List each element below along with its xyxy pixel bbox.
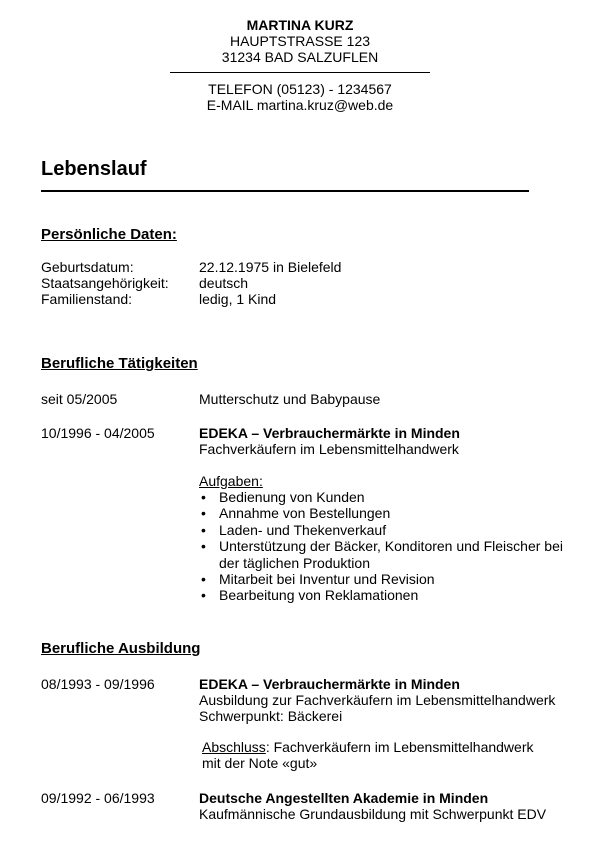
task-line-1: Unterstützung der Bäcker, Konditoren und Fleischer bei xyxy=(219,538,563,555)
value-family-status: ledig, 1 Kind xyxy=(199,291,277,307)
address-city: 31234 BAD SALZUFLEN xyxy=(221,49,379,65)
tasks-list xyxy=(199,489,579,604)
work-role-2: Fachverkäufern im Lebensmittelhandwerk xyxy=(199,441,459,457)
value-birthdate: 22.12.1975 in Bielefeld xyxy=(199,259,342,275)
work-text-1: Mutterschutz und Babypause xyxy=(199,391,381,407)
email: E-MAIL martina.kruz@web.de xyxy=(206,97,394,113)
edu-line1-2: Kaufmännische Grundausbildung mit Schwerpunkt EDV xyxy=(199,806,547,822)
edu-date-1: 08/1993 - 09/1996 xyxy=(41,676,155,692)
edu-institution-1: EDEKA – Verbrauchermärkte in Minden xyxy=(199,676,460,692)
list-item: • Laden- und Thekenverkauf xyxy=(199,522,579,538)
value-nationality: deutsch xyxy=(199,275,249,291)
label-nationality: Staatsangehörigkeit: xyxy=(41,275,169,291)
degree-label: Abschluss xyxy=(202,739,266,755)
label-birthdate: Geburtsdatum: xyxy=(41,259,134,275)
address-street: HAUPTSTRASSE 123 xyxy=(229,33,371,49)
header-divider xyxy=(170,72,430,73)
task-line-2: der täglichen Produktion xyxy=(219,554,370,571)
work-date-2: 10/1996 - 04/2005 xyxy=(41,425,155,441)
page-title: Lebenslauf xyxy=(41,158,147,180)
list-item xyxy=(199,538,579,571)
section-work-heading: Berufliche Tätigkeiten xyxy=(41,355,198,372)
work-employer-2: EDEKA – Verbrauchermärkte in Minden xyxy=(199,425,460,441)
edu-grade-1: mit der Note «gut» xyxy=(202,755,318,771)
list-item: • Annahme von Bestellungen xyxy=(199,505,579,521)
work-date-1: seit 05/2005 xyxy=(41,391,118,407)
edu-line1-1: Ausbildung zur Fachverkäufern im Lebensmittelhandwerk xyxy=(199,692,556,708)
label-family-status: Familienstand: xyxy=(41,291,133,307)
list-item: • Mitarbeit bei Inventur und Revision xyxy=(199,571,579,587)
list-item: • Bearbeitung von Reklamationen xyxy=(199,587,579,603)
section-personal-heading: Persönliche Daten: xyxy=(41,226,177,243)
title-divider xyxy=(41,190,529,192)
edu-date-2: 09/1992 - 06/1993 xyxy=(41,790,155,806)
section-education-heading: Berufliche Ausbildung xyxy=(41,640,201,657)
edu-institution-2: Deutsche Angestellten Akademie in Minden xyxy=(199,790,489,806)
tasks-label: Aufgaben: xyxy=(199,473,263,489)
phone: TELEFON (05123) - 1234567 xyxy=(208,81,392,97)
applicant-name: MARTINA KURZ xyxy=(246,17,354,33)
edu-line2-1: Schwerpunkt: Bäckerei xyxy=(199,708,343,724)
edu-degree-1 xyxy=(202,739,534,755)
degree-text: : Fachverkäufern im Lebensmittelhandwerk xyxy=(265,739,534,755)
list-item: • Bedienung von Kunden xyxy=(199,489,579,505)
